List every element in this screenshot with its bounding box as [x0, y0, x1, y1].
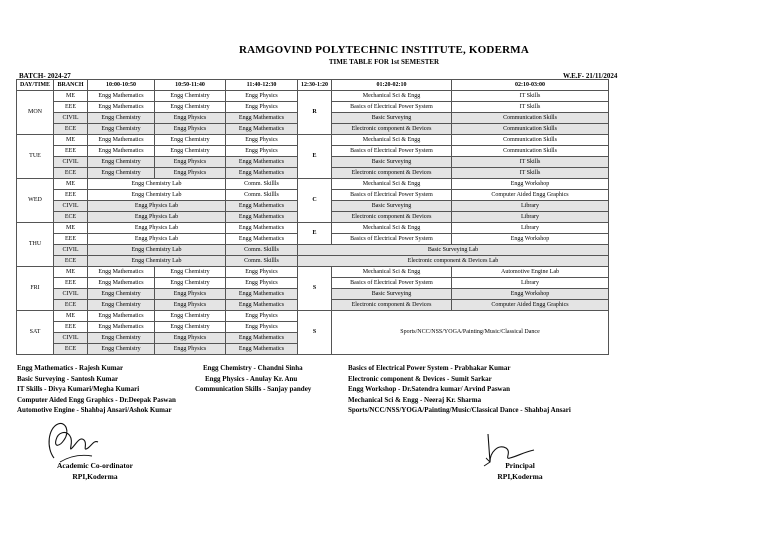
period-cell: Engg Physics	[226, 135, 298, 146]
faculty-entry: Basics of Electrical Power System - Prabhakar Kumar	[348, 364, 511, 372]
faculty-entry: IT Skills - Divya Kumari/Megha Kumari	[17, 385, 140, 393]
period-cell: Engg Mathematics	[88, 91, 155, 102]
period-cell: Library	[452, 223, 609, 234]
period-cell: Engg Chemistry Lab	[88, 190, 226, 201]
branch-cell: CIVIL	[54, 201, 88, 212]
day-sat: SAT	[17, 311, 54, 355]
period-cell: Engg Mathematics	[88, 267, 155, 278]
faculty-list-2	[195, 363, 311, 395]
recess-cell: R	[298, 91, 332, 135]
period-cell: Mechanical Sci & Engg	[332, 179, 452, 190]
period-cell: Engg Chemistry Lab	[88, 245, 226, 256]
faculty-list-3	[348, 363, 571, 416]
period-cell: Engg Chemistry	[88, 157, 155, 168]
institute-title: RAMGOVIND POLYTECHNIC INSTITUTE, KODERMA	[239, 44, 529, 56]
period-cell: Basics of Electrical Power System	[332, 190, 452, 201]
table-row	[17, 91, 609, 102]
col-slot4: 01:20-02:10	[332, 80, 452, 91]
table-row	[17, 179, 609, 190]
recess-cell: E	[298, 223, 332, 245]
period-cell: Engg Chemistry	[155, 91, 226, 102]
faculty-entry: Communication Skills - Sanjay pandey	[195, 385, 312, 393]
col-slot1: 10:00-10:50	[88, 80, 155, 91]
period-cell: Library	[452, 212, 609, 223]
period-cell: Engg Mathematics	[226, 333, 298, 344]
coordinator-place: RPI,Koderma	[72, 472, 118, 481]
period-cell: Engg Physics	[226, 146, 298, 157]
period-cell: Engg Mathematics	[226, 212, 298, 223]
timetable	[16, 79, 609, 355]
period-cell: Engg Chemistry	[88, 344, 155, 355]
period-cell: Computer Aided Engg Graphics	[452, 300, 609, 311]
period-cell: Engg Chemistry	[155, 267, 226, 278]
period-cell: Automotive Engine Lab	[452, 267, 609, 278]
period-cell: Engg Physics Lab	[88, 201, 226, 212]
faculty-entry: Basic Surveying - Santosh Kumar	[17, 374, 119, 383]
period-cell: Engg Chemistry	[155, 146, 226, 157]
table-row	[17, 311, 609, 322]
period-cell: IT Skills	[452, 102, 609, 113]
period-cell: Engg Mathematics	[226, 113, 298, 124]
period-cell: Engg Physics	[226, 322, 298, 333]
period-cell: Engg Physics	[155, 300, 226, 311]
col-slot3: 11:40-12:30	[226, 80, 298, 91]
period-cell: Basics of Electrical Power System	[332, 234, 452, 245]
branch-cell: CIVIL	[54, 157, 88, 168]
faculty-entry: Engg Physics - Anulay Kr. Anu	[205, 374, 298, 383]
recess-cell: E	[298, 135, 332, 179]
period-cell: Communication Skills	[452, 146, 609, 157]
principal-title: Principal	[505, 461, 535, 470]
period-cell: Engg Chemistry	[88, 168, 155, 179]
period-cell: Basic Surveying Lab	[298, 245, 609, 256]
branch-cell: ECE	[54, 124, 88, 135]
sat-activities-cell: Sports/NCC/NSS/YOGA/Painting/Music/Classical Dance	[332, 311, 609, 355]
branch-cell: EEE	[54, 102, 88, 113]
col-slot2: 10:50-11:40	[155, 80, 226, 91]
recess-cell: S	[298, 267, 332, 311]
period-cell: Engg Physics	[155, 124, 226, 135]
branch-cell: EEE	[54, 278, 88, 289]
branch-cell: ECE	[54, 212, 88, 223]
day-fri: FRI	[17, 267, 54, 311]
period-cell: Engg Mathematics	[226, 201, 298, 212]
batch-label: BATCH- 2024-27	[19, 72, 71, 80]
period-cell: Engg Mathematics	[88, 322, 155, 333]
timetable-subtitle: TIME TABLE FOR 1st SEMESTER	[328, 58, 440, 66]
period-cell: IT Skills	[452, 157, 609, 168]
day-tue: TUE	[17, 135, 54, 179]
period-cell: Mechanical Sci & Engg	[332, 91, 452, 102]
faculty-entry: Engg Workshop - Dr.Satendra kumar/ Arvind Paswan	[348, 385, 511, 393]
period-cell: Communication Skills	[452, 113, 609, 124]
period-cell: Engg Chemistry Lab	[88, 256, 226, 267]
period-cell: Electronic component & Devices	[332, 168, 452, 179]
period-cell: Engg Mathematics	[226, 234, 298, 245]
period-cell: Engg Physics Lab	[88, 234, 226, 245]
recess-cell: S	[298, 311, 332, 355]
branch-cell: ECE	[54, 256, 88, 267]
period-cell: Basic Surveying	[332, 289, 452, 300]
day-wed: WED	[17, 179, 54, 223]
period-cell: Engg Chemistry	[155, 102, 226, 113]
faculty-entry: Sports/NCC/NSS/YOGA/Painting/Music/Classical Dance - Shahbaj Ansari	[348, 406, 571, 414]
period-cell: Engg Chemistry Lab	[88, 179, 226, 190]
period-cell: Library	[452, 278, 609, 289]
col-day-time: DAY/TIME	[17, 80, 54, 91]
period-cell: Communication Skills	[452, 135, 609, 146]
period-cell: Engg Workshop	[452, 289, 609, 300]
period-cell: Basic Surveying	[332, 201, 452, 212]
table-row	[17, 267, 609, 278]
period-cell: IT Skills	[452, 91, 609, 102]
recess-cell: C	[298, 179, 332, 223]
branch-cell: ME	[54, 267, 88, 278]
period-cell: Engg Physics Lab	[88, 223, 226, 234]
period-cell: Basics of Electrical Power System	[332, 146, 452, 157]
period-cell: Engg Physics	[155, 157, 226, 168]
period-cell: Electronic component & Devices	[332, 212, 452, 223]
period-cell: Mechanical Sci & Engg	[332, 267, 452, 278]
period-cell: Engg Mathematics	[88, 311, 155, 322]
period-cell: Engg Physics	[155, 168, 226, 179]
principal-signature-block	[480, 460, 560, 482]
period-cell: Engg Mathematics	[88, 278, 155, 289]
period-cell: Comm. Skillls	[226, 179, 298, 190]
branch-cell: EEE	[54, 190, 88, 201]
period-cell: Engg Physics	[155, 344, 226, 355]
period-cell: Engg Mathematics	[88, 135, 155, 146]
period-cell: Engg Mathematics	[226, 157, 298, 168]
branch-cell: EEE	[54, 146, 88, 157]
table-row	[17, 223, 609, 234]
period-cell: Basic Surveying	[332, 157, 452, 168]
header-row	[17, 80, 609, 91]
period-cell: Basic Surveying	[332, 113, 452, 124]
branch-cell: EEE	[54, 322, 88, 333]
period-cell: Engg Mathematics	[226, 223, 298, 234]
principal-place: RPI,Koderma	[497, 472, 543, 481]
branch-cell: ME	[54, 135, 88, 146]
day-mon: MON	[17, 91, 54, 135]
branch-cell: ME	[54, 91, 88, 102]
period-cell: Engg Mathematics	[226, 300, 298, 311]
col-branch: BRANCH	[54, 80, 88, 91]
branch-cell: ECE	[54, 168, 88, 179]
period-cell: Engg Mathematics	[226, 344, 298, 355]
coordinator-title: Academic Co-ordinator	[56, 461, 134, 470]
wef-date: W.E.F- 21/11/2024	[563, 72, 618, 80]
branch-cell: ECE	[54, 344, 88, 355]
branch-cell: ME	[54, 223, 88, 234]
period-cell: Mechanical Sci & Engg	[332, 223, 452, 234]
faculty-list-1	[17, 363, 176, 416]
faculty-entry: Computer Aided Engg Graphics - Dr.Deepak Paswan	[17, 395, 176, 404]
period-cell: Engg Chemistry	[88, 124, 155, 135]
period-cell: Electronic component & Devices Lab	[298, 256, 609, 267]
branch-cell: CIVIL	[54, 245, 88, 256]
period-cell: Engg Physics	[226, 102, 298, 113]
branch-cell: CIVIL	[54, 289, 88, 300]
col-lunch: 12:30-1:20	[298, 80, 332, 91]
period-cell: Engg Physics	[155, 113, 226, 124]
period-cell: Engg Chemistry	[88, 333, 155, 344]
faculty-entry: Engg Chemistry - Chandni Sinha	[203, 364, 303, 372]
table-row	[17, 245, 609, 256]
branch-cell: ME	[54, 179, 88, 190]
branch-cell: EEE	[54, 234, 88, 245]
period-cell: Basics of Electrical Power System	[332, 102, 452, 113]
period-cell: Engg Physics	[155, 333, 226, 344]
col-slot5: 02:10-03:00	[452, 80, 609, 91]
period-cell: Communication Skills	[452, 124, 609, 135]
period-cell: Library	[452, 201, 609, 212]
period-cell: Engg Mathematics	[88, 102, 155, 113]
period-cell: Engg Chemistry	[88, 300, 155, 311]
branch-cell: CIVIL	[54, 333, 88, 344]
period-cell: Mechanical Sci & Engg	[332, 135, 452, 146]
table-row	[17, 256, 609, 267]
period-cell: Engg Workshop	[452, 234, 609, 245]
faculty-entry: Automotive Engine - Shahbaj Ansari/Ashok Kumar	[17, 406, 172, 414]
period-cell: Engg Chemistry	[155, 322, 226, 333]
period-cell: Engg Physics	[226, 91, 298, 102]
period-cell: Engg Mathematics	[226, 289, 298, 300]
period-cell: Basics of Electrical Power System	[332, 278, 452, 289]
period-cell: Engg Physics	[155, 289, 226, 300]
period-cell: Electronic component & Devices	[332, 124, 452, 135]
period-cell: Engg Chemistry	[155, 311, 226, 322]
faculty-entry: Engg Mathematics - Rajesh Kumar	[17, 364, 124, 372]
period-cell: Comm. Skillls	[226, 256, 298, 267]
period-cell: Engg Mathematics	[226, 124, 298, 135]
branch-cell: ME	[54, 311, 88, 322]
branch-cell: ECE	[54, 300, 88, 311]
period-cell: Engg Physics Lab	[88, 212, 226, 223]
faculty-entry: Mechanical Sci & Engg - Neeraj Kr. Sharma	[348, 395, 482, 404]
period-cell: Electronic component & Devices	[332, 300, 452, 311]
period-cell: Engg Mathematics	[88, 146, 155, 157]
period-cell: Engg Chemistry	[155, 278, 226, 289]
period-cell: Engg Physics	[226, 278, 298, 289]
period-cell: Comm. Skillls	[226, 190, 298, 201]
period-cell: Computer Aided Engg Graphics	[452, 190, 609, 201]
branch-cell: CIVIL	[54, 113, 88, 124]
period-cell: Engg Physics	[226, 267, 298, 278]
period-cell: Engg Chemistry	[88, 289, 155, 300]
period-cell: IT Skills	[452, 168, 609, 179]
period-cell: Engg Workshop	[452, 179, 609, 190]
faculty-entry: Electronic component & Devices - Sumit Sarkar	[348, 374, 492, 383]
coordinator-signature-block	[40, 460, 150, 482]
period-cell: Engg Physics	[226, 311, 298, 322]
period-cell: Engg Chemistry	[155, 135, 226, 146]
day-thu: THU	[17, 223, 54, 267]
period-cell: Engg Chemistry	[88, 113, 155, 124]
table-row	[17, 135, 609, 146]
period-cell: Comm. Skillls	[226, 245, 298, 256]
period-cell: Engg Mathematics	[226, 168, 298, 179]
